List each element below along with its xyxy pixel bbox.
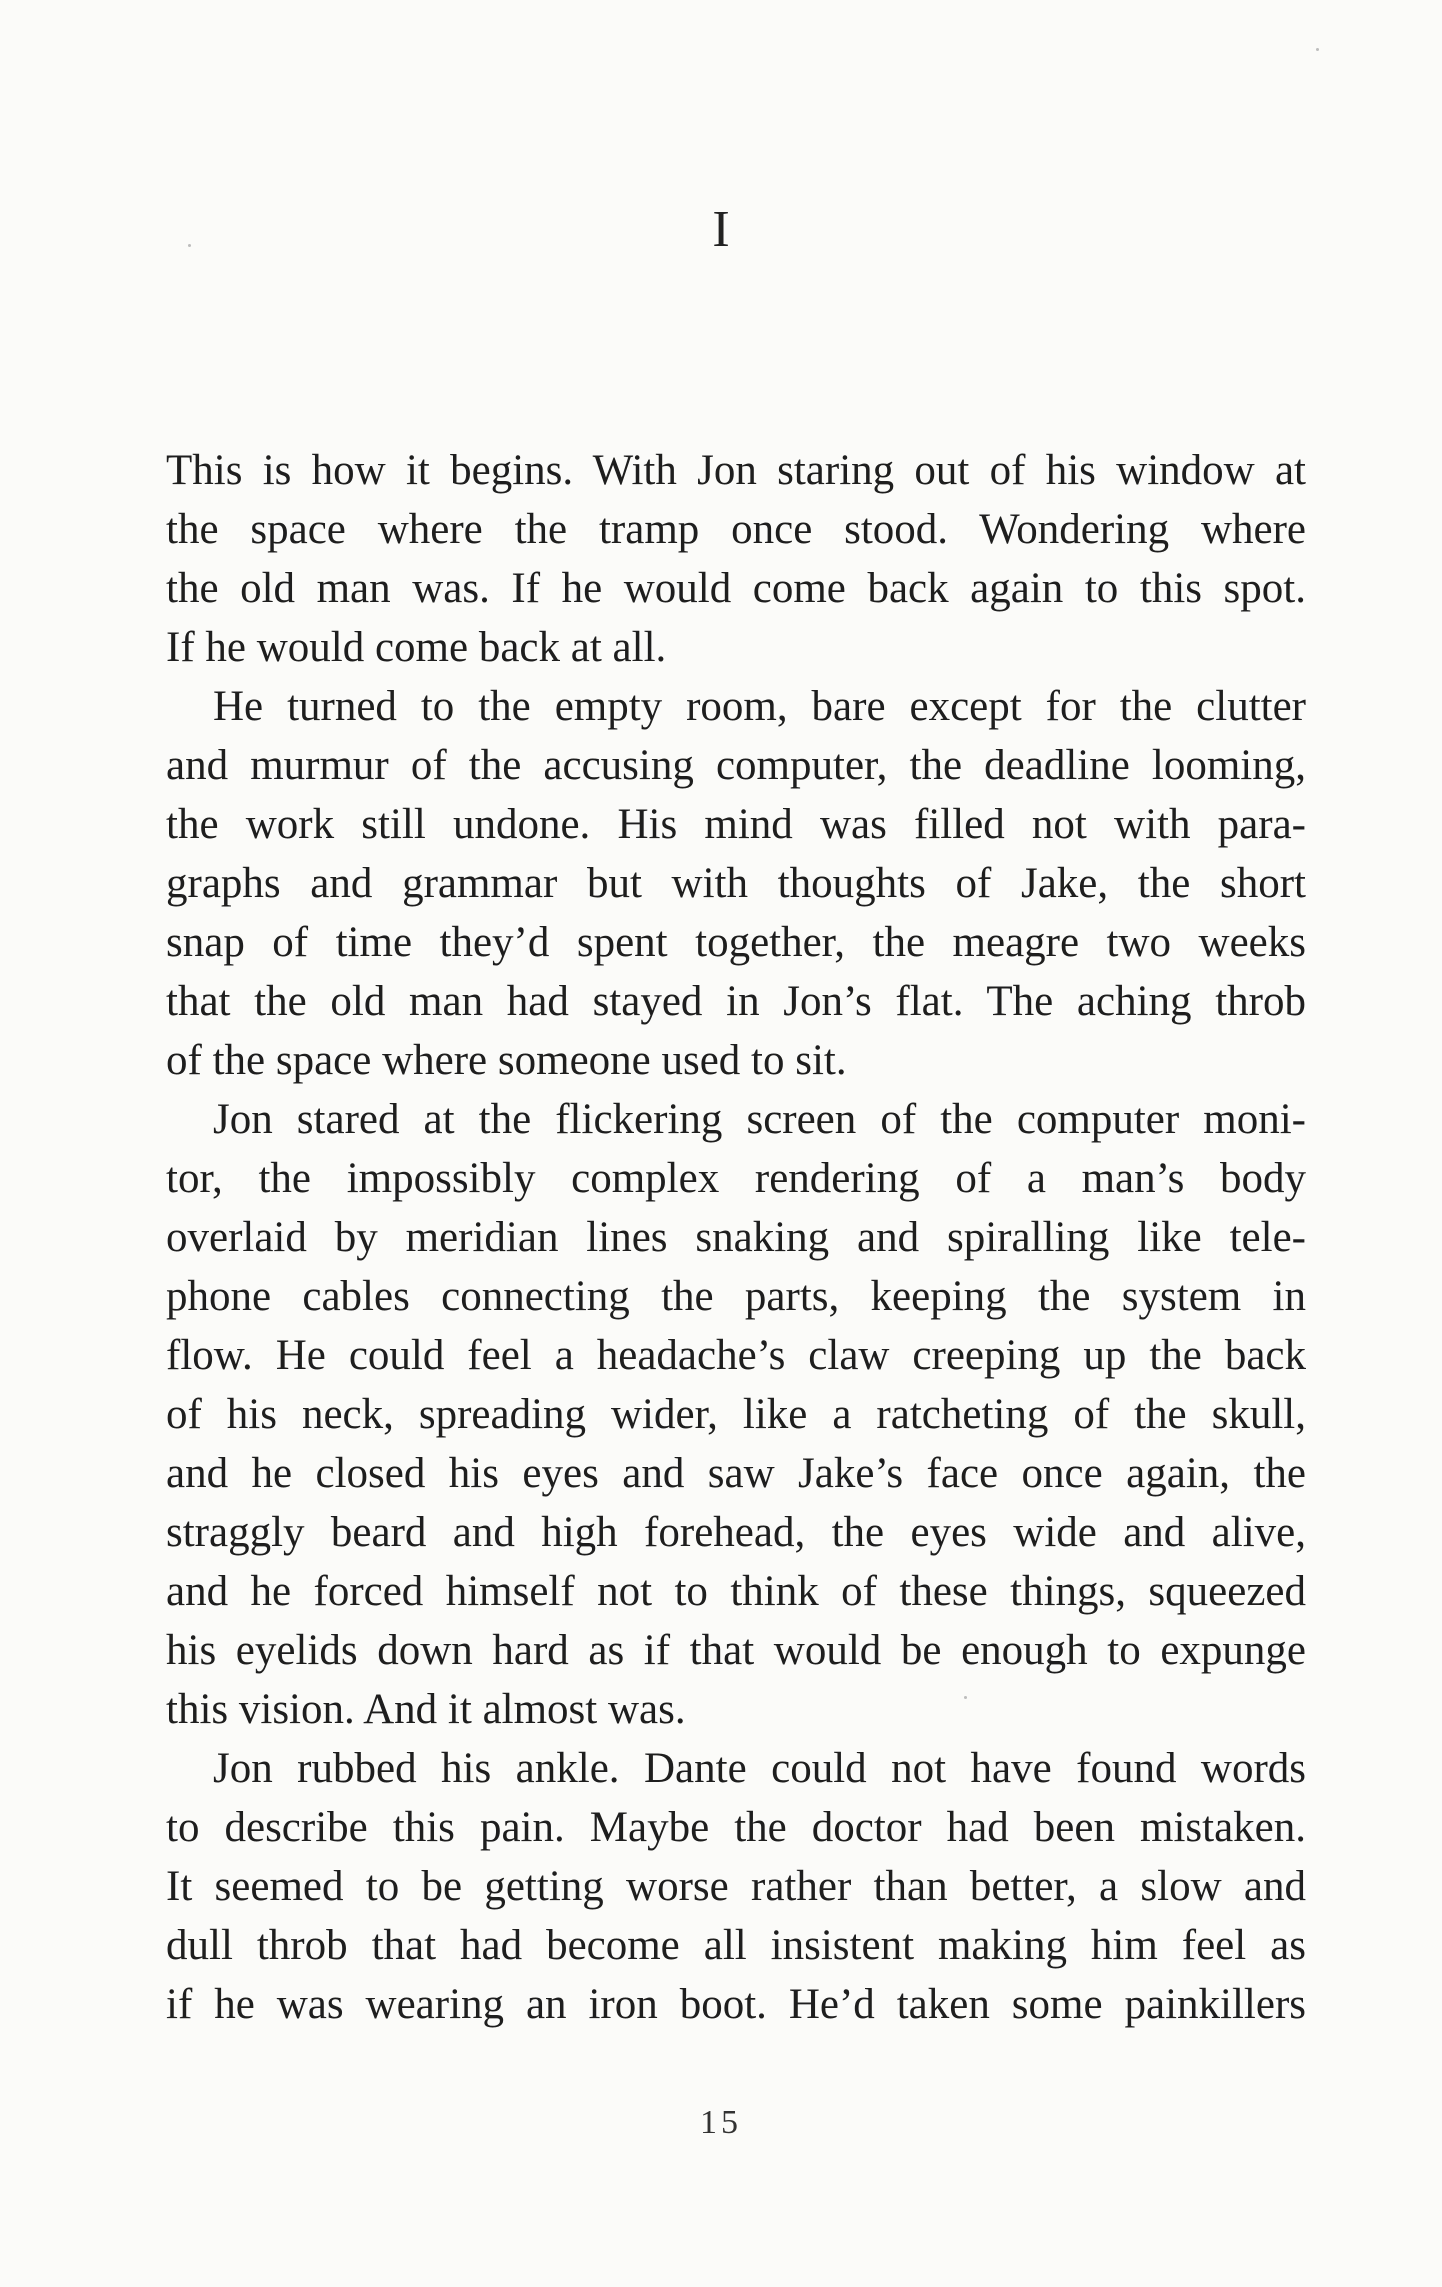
text-line: and he closed his eyes and saw Jake’s face once again, the	[166, 1450, 1306, 1497]
text-line: that the old man had stayed in Jon’s flat. The aching throb	[166, 978, 1306, 1025]
text-line: the old man was. If he would come back again to this spot.	[166, 565, 1306, 612]
paragraph	[166, 441, 1306, 677]
scan-speck	[188, 244, 191, 247]
text-line: This is how it begins. With Jon staring out of his window at	[166, 447, 1306, 494]
text-line: if he was wearing an iron boot. He’d taken some painkillers	[166, 1981, 1306, 2028]
text-line: graphs and grammar but with thoughts of Jake, the short	[166, 860, 1306, 907]
chapter-number: I	[712, 201, 730, 258]
text-line: snap of time they’d spent together, the meagre two weeks	[166, 919, 1306, 966]
text-line: flow. He could feel a headache’s claw creeping up the back	[166, 1332, 1306, 1379]
text-line: overlaid by meridian lines snaking and spiralling like tele-	[166, 1214, 1306, 1261]
text-line: his eyelids down hard as if that would be enough to expunge	[166, 1627, 1306, 1674]
text-line: the work still undone. His mind was filled not with para-	[166, 801, 1306, 848]
text-line: If he would come back at all.	[166, 624, 667, 671]
text-line: It seemed to be getting worse rather than better, a slow and	[166, 1863, 1306, 1910]
text-line: phone cables connecting the parts, keeping the system in	[166, 1273, 1306, 1320]
text-line: Jon rubbed his ankle. Dante could not have found words	[213, 1745, 1306, 1792]
scan-speck	[1316, 48, 1319, 51]
paragraph	[166, 677, 1306, 1090]
text-line: He turned to the empty room, bare except for the clutter	[213, 683, 1306, 730]
text-line: tor, the impossibly complex rendering of a man’s body	[166, 1155, 1306, 1202]
text-line: and murmur of the accusing computer, the deadline looming,	[166, 742, 1306, 789]
scan-speck	[964, 1696, 967, 1699]
page-number: 15	[700, 2104, 742, 2141]
text-line: of his neck, spreading wider, like a ratcheting of the skull,	[166, 1391, 1306, 1438]
text-line: of the space where someone used to sit.	[166, 1037, 847, 1084]
text-line: straggly beard and high forehead, the eyes wide and alive,	[166, 1509, 1306, 1556]
text-line: the space where the tramp once stood. Wondering where	[166, 506, 1306, 553]
text-line: to describe this pain. Maybe the doctor had been mistaken.	[166, 1804, 1306, 1851]
text-line: dull throb that had become all insistent making him feel as	[166, 1922, 1306, 1969]
paragraph	[166, 1739, 1306, 2034]
text-line: this vision. And it almost was.	[166, 1686, 686, 1733]
body-text	[166, 441, 1306, 2034]
text-line: Jon stared at the flickering screen of the computer moni-	[213, 1096, 1306, 1143]
text-line: and he forced himself not to think of these things, squeezed	[166, 1568, 1306, 1615]
paragraph	[166, 1090, 1306, 1739]
